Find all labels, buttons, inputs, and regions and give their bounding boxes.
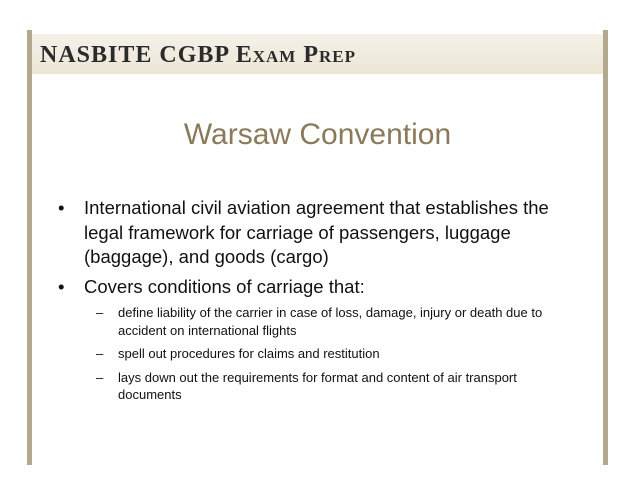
left-accent-bar xyxy=(27,30,32,465)
sub-bullet-item xyxy=(96,304,578,339)
bullet-text: International civil aviation agreement that establishes the legal framework for carriage of passengers, luggage (baggage), and goods (cargo) xyxy=(84,197,549,267)
sub-bullet-text: spell out procedures for claims and restitution xyxy=(118,346,380,361)
sub-bullet-list xyxy=(58,304,578,404)
dash-marker: – xyxy=(96,346,104,361)
bullet-list xyxy=(58,196,578,410)
sub-bullet-text: define liability of the carrier in case of loss, damage, injury or death due to accident on international flights xyxy=(118,305,543,338)
header-title: NASBITE CGBP Exam Prep xyxy=(40,42,356,68)
bullet-marker: • xyxy=(58,197,65,218)
sub-bullet-text: lays down out the requirements for format and content of air transport documents xyxy=(118,369,517,402)
bullet-marker: • xyxy=(58,275,65,297)
sub-bullet-item xyxy=(96,345,578,363)
dash-marker: – xyxy=(96,305,104,320)
sub-bullet-item xyxy=(96,369,578,404)
right-accent-bar xyxy=(603,30,608,465)
slide-title: Warsaw Convention xyxy=(183,118,452,151)
dash-marker: – xyxy=(96,369,104,385)
bullet-item xyxy=(58,275,578,300)
bullet-text: Covers conditions of carriage that: xyxy=(84,275,365,297)
bullet-item xyxy=(58,196,578,270)
